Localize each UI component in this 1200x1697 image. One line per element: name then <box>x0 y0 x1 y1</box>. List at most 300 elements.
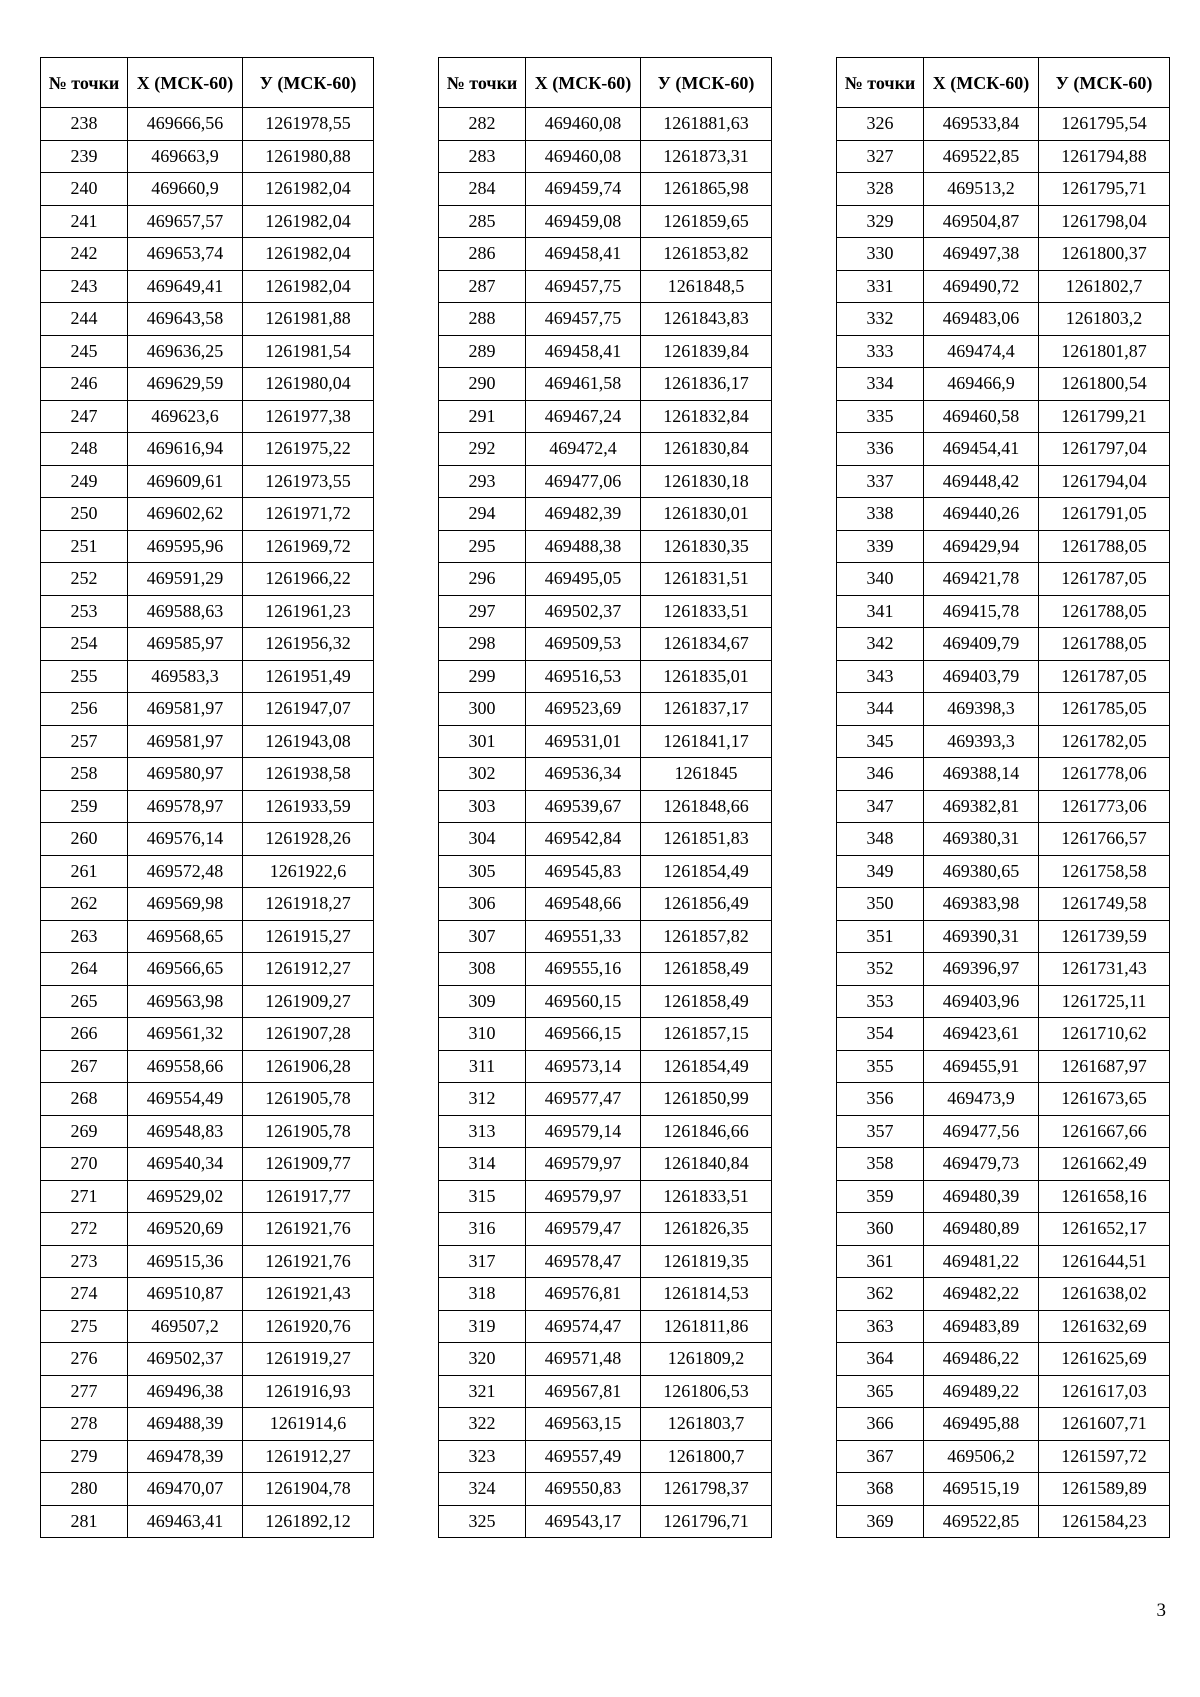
x-coordinate-cell: 469581,97 <box>128 693 243 726</box>
x-coordinate-cell: 469421,78 <box>924 563 1039 596</box>
x-coordinate-cell: 469403,79 <box>924 660 1039 693</box>
table-row <box>439 303 772 336</box>
table-row <box>837 888 1170 921</box>
table-row <box>41 1505 374 1538</box>
table-row <box>837 205 1170 238</box>
y-coordinate-cell: 1261830,35 <box>641 530 772 563</box>
x-coordinate-cell: 469539,67 <box>526 790 641 823</box>
y-coordinate-cell: 1261848,66 <box>641 790 772 823</box>
table-row <box>439 173 772 206</box>
point-number-cell: 276 <box>41 1343 128 1376</box>
point-number-cell: 358 <box>837 1148 924 1181</box>
y-coordinate-cell: 1261802,7 <box>1039 270 1170 303</box>
x-coordinate-cell: 469502,37 <box>128 1343 243 1376</box>
point-number-cell: 256 <box>41 693 128 726</box>
y-coordinate-cell: 1261982,04 <box>243 270 374 303</box>
point-number-cell: 285 <box>439 205 526 238</box>
x-coordinate-cell: 469579,97 <box>526 1180 641 1213</box>
table-row <box>41 1180 374 1213</box>
table-row <box>41 335 374 368</box>
x-coordinate-cell: 469488,39 <box>128 1408 243 1441</box>
x-coordinate-cell: 469486,22 <box>924 1343 1039 1376</box>
y-coordinate-cell: 1261850,99 <box>641 1083 772 1116</box>
y-coordinate-cell: 1261837,17 <box>641 693 772 726</box>
point-number-cell: 311 <box>439 1050 526 1083</box>
point-number-cell: 350 <box>837 888 924 921</box>
x-coordinate-cell: 469579,47 <box>526 1213 641 1246</box>
x-coordinate-cell: 469520,69 <box>128 1213 243 1246</box>
point-number-cell: 367 <box>837 1440 924 1473</box>
point-number-cell: 238 <box>41 108 128 141</box>
x-coordinate-cell: 469458,41 <box>526 335 641 368</box>
table-row <box>439 823 772 856</box>
table-row <box>41 725 374 758</box>
x-coordinate-cell: 469566,15 <box>526 1018 641 1051</box>
point-number-cell: 295 <box>439 530 526 563</box>
point-number-cell: 257 <box>41 725 128 758</box>
y-coordinate-cell: 1261773,06 <box>1039 790 1170 823</box>
y-coordinate-cell: 1261857,15 <box>641 1018 772 1051</box>
x-coordinate-cell: 469457,75 <box>526 303 641 336</box>
point-number-cell: 357 <box>837 1115 924 1148</box>
point-number-cell: 328 <box>837 173 924 206</box>
y-coordinate-cell: 1261794,04 <box>1039 465 1170 498</box>
table-row <box>837 693 1170 726</box>
y-coordinate-cell: 1261982,04 <box>243 205 374 238</box>
table-row <box>439 1505 772 1538</box>
x-coordinate-cell: 469602,62 <box>128 498 243 531</box>
x-coordinate-cell: 469550,83 <box>526 1473 641 1506</box>
table-row <box>439 1310 772 1343</box>
table-row <box>41 985 374 1018</box>
table-row <box>837 1343 1170 1376</box>
table-row <box>41 433 374 466</box>
y-coordinate-cell: 1261819,35 <box>641 1245 772 1278</box>
header-point-number: № точки <box>837 58 924 108</box>
table-row <box>439 1375 772 1408</box>
table-row <box>41 1083 374 1116</box>
table-row <box>41 1213 374 1246</box>
x-coordinate-cell: 469579,97 <box>526 1148 641 1181</box>
table-row <box>439 140 772 173</box>
x-coordinate-cell: 469477,56 <box>924 1115 1039 1148</box>
x-coordinate-cell: 469383,98 <box>924 888 1039 921</box>
table-row <box>439 693 772 726</box>
y-coordinate-cell: 1261916,93 <box>243 1375 374 1408</box>
table-row <box>439 758 772 791</box>
point-number-cell: 348 <box>837 823 924 856</box>
point-number-cell: 264 <box>41 953 128 986</box>
y-coordinate-cell: 1261920,76 <box>243 1310 374 1343</box>
table-row <box>837 1148 1170 1181</box>
table-row <box>837 238 1170 271</box>
point-number-cell: 246 <box>41 368 128 401</box>
y-coordinate-cell: 1261749,58 <box>1039 888 1170 921</box>
x-coordinate-cell: 469657,57 <box>128 205 243 238</box>
table-row <box>837 1505 1170 1538</box>
point-number-cell: 260 <box>41 823 128 856</box>
y-coordinate-cell: 1261778,06 <box>1039 758 1170 791</box>
x-coordinate-cell: 469578,97 <box>128 790 243 823</box>
table-row <box>41 173 374 206</box>
table-row <box>439 1018 772 1051</box>
point-number-cell: 319 <box>439 1310 526 1343</box>
table-header-row <box>41 58 374 108</box>
table-row <box>439 465 772 498</box>
y-coordinate-cell: 1261961,23 <box>243 595 374 628</box>
x-coordinate-cell: 469666,56 <box>128 108 243 141</box>
y-coordinate-cell: 1261980,04 <box>243 368 374 401</box>
x-coordinate-cell: 469474,4 <box>924 335 1039 368</box>
table-row <box>41 108 374 141</box>
table-row <box>837 270 1170 303</box>
x-coordinate-cell: 469495,88 <box>924 1408 1039 1441</box>
y-coordinate-cell: 1261798,37 <box>641 1473 772 1506</box>
x-coordinate-cell: 469563,98 <box>128 985 243 1018</box>
y-coordinate-cell: 1261673,65 <box>1039 1083 1170 1116</box>
table-row <box>837 530 1170 563</box>
y-coordinate-cell: 1261981,88 <box>243 303 374 336</box>
x-coordinate-cell: 469653,74 <box>128 238 243 271</box>
point-number-cell: 251 <box>41 530 128 563</box>
y-coordinate-cell: 1261956,32 <box>243 628 374 661</box>
x-coordinate-cell: 469545,83 <box>526 855 641 888</box>
x-coordinate-cell: 469522,85 <box>924 140 1039 173</box>
table-row <box>41 790 374 823</box>
table-row <box>837 400 1170 433</box>
x-coordinate-cell: 469497,38 <box>924 238 1039 271</box>
point-number-cell: 284 <box>439 173 526 206</box>
x-coordinate-cell: 469551,33 <box>526 920 641 953</box>
table-row <box>41 1343 374 1376</box>
y-coordinate-cell: 1261787,05 <box>1039 563 1170 596</box>
y-coordinate-cell: 1261662,49 <box>1039 1148 1170 1181</box>
table-row <box>41 400 374 433</box>
point-number-cell: 330 <box>837 238 924 271</box>
x-coordinate-cell: 469460,58 <box>924 400 1039 433</box>
point-number-cell: 353 <box>837 985 924 1018</box>
x-coordinate-cell: 469660,9 <box>128 173 243 206</box>
point-number-cell: 261 <box>41 855 128 888</box>
x-coordinate-cell: 469403,96 <box>924 985 1039 1018</box>
table-row <box>837 1310 1170 1343</box>
point-number-cell: 316 <box>439 1213 526 1246</box>
y-coordinate-cell: 1261906,28 <box>243 1050 374 1083</box>
table-row <box>439 270 772 303</box>
x-coordinate-cell: 469571,48 <box>526 1343 641 1376</box>
point-number-cell: 356 <box>837 1083 924 1116</box>
header-y-coordinate: У (МСК-60) <box>641 58 772 108</box>
point-number-cell: 309 <box>439 985 526 1018</box>
x-coordinate-cell: 469472,4 <box>526 433 641 466</box>
point-number-cell: 240 <box>41 173 128 206</box>
header-x-coordinate: X (МСК-60) <box>924 58 1039 108</box>
table-row <box>41 1278 374 1311</box>
table-row <box>439 1180 772 1213</box>
point-number-cell: 315 <box>439 1180 526 1213</box>
point-number-cell: 286 <box>439 238 526 271</box>
y-coordinate-cell: 1261921,76 <box>243 1213 374 1246</box>
table-row <box>837 1473 1170 1506</box>
point-number-cell: 337 <box>837 465 924 498</box>
point-number-cell: 288 <box>439 303 526 336</box>
x-coordinate-cell: 469459,08 <box>526 205 641 238</box>
x-coordinate-cell: 469568,65 <box>128 920 243 953</box>
point-number-cell: 366 <box>837 1408 924 1441</box>
y-coordinate-cell: 1261833,51 <box>641 595 772 628</box>
y-coordinate-cell: 1261800,37 <box>1039 238 1170 271</box>
point-number-cell: 324 <box>439 1473 526 1506</box>
point-number-cell: 301 <box>439 725 526 758</box>
table-row <box>837 108 1170 141</box>
x-coordinate-cell: 469482,22 <box>924 1278 1039 1311</box>
x-coordinate-cell: 469506,2 <box>924 1440 1039 1473</box>
table-row <box>837 173 1170 206</box>
y-coordinate-cell: 1261607,71 <box>1039 1408 1170 1441</box>
y-coordinate-cell: 1261803,2 <box>1039 303 1170 336</box>
x-coordinate-cell: 469429,94 <box>924 530 1039 563</box>
table-row <box>41 530 374 563</box>
point-number-cell: 344 <box>837 693 924 726</box>
point-number-cell: 302 <box>439 758 526 791</box>
point-number-cell: 365 <box>837 1375 924 1408</box>
x-coordinate-cell: 469488,38 <box>526 530 641 563</box>
point-number-cell: 239 <box>41 140 128 173</box>
point-number-cell: 323 <box>439 1440 526 1473</box>
y-coordinate-cell: 1261892,12 <box>243 1505 374 1538</box>
x-coordinate-cell: 469531,01 <box>526 725 641 758</box>
point-number-cell: 340 <box>837 563 924 596</box>
table-row <box>837 1180 1170 1213</box>
coordinate-table-3 <box>836 57 1170 1538</box>
point-number-cell: 360 <box>837 1213 924 1246</box>
x-coordinate-cell: 469415,78 <box>924 595 1039 628</box>
table-row <box>439 563 772 596</box>
x-coordinate-cell: 469576,81 <box>526 1278 641 1311</box>
table-row <box>439 1408 772 1441</box>
point-number-cell: 252 <box>41 563 128 596</box>
y-coordinate-cell: 1261921,43 <box>243 1278 374 1311</box>
x-coordinate-cell: 469636,25 <box>128 335 243 368</box>
point-number-cell: 270 <box>41 1148 128 1181</box>
x-coordinate-cell: 469574,47 <box>526 1310 641 1343</box>
x-coordinate-cell: 469595,96 <box>128 530 243 563</box>
y-coordinate-cell: 1261795,71 <box>1039 173 1170 206</box>
x-coordinate-cell: 469569,98 <box>128 888 243 921</box>
point-number-cell: 304 <box>439 823 526 856</box>
x-coordinate-cell: 469470,07 <box>128 1473 243 1506</box>
table-row <box>41 238 374 271</box>
header-x-coordinate: X (МСК-60) <box>128 58 243 108</box>
x-coordinate-cell: 469583,3 <box>128 660 243 693</box>
y-coordinate-cell: 1261731,43 <box>1039 953 1170 986</box>
x-coordinate-cell: 469643,58 <box>128 303 243 336</box>
y-coordinate-cell: 1261801,87 <box>1039 335 1170 368</box>
x-coordinate-cell: 469566,65 <box>128 953 243 986</box>
y-coordinate-cell: 1261830,18 <box>641 465 772 498</box>
table-row <box>41 368 374 401</box>
y-coordinate-cell: 1261881,63 <box>641 108 772 141</box>
point-number-cell: 272 <box>41 1213 128 1246</box>
point-number-cell: 297 <box>439 595 526 628</box>
table-row <box>41 140 374 173</box>
page-number: 3 <box>1156 1600 1166 1621</box>
table-row <box>837 725 1170 758</box>
y-coordinate-cell: 1261859,65 <box>641 205 772 238</box>
table-row <box>41 1440 374 1473</box>
x-coordinate-cell: 469477,06 <box>526 465 641 498</box>
table-row <box>439 725 772 758</box>
y-coordinate-cell: 1261857,82 <box>641 920 772 953</box>
y-coordinate-cell: 1261966,22 <box>243 563 374 596</box>
table-row <box>41 1018 374 1051</box>
x-coordinate-cell: 469448,42 <box>924 465 1039 498</box>
x-coordinate-cell: 469480,39 <box>924 1180 1039 1213</box>
x-coordinate-cell: 469580,97 <box>128 758 243 791</box>
table-row <box>41 1408 374 1441</box>
y-coordinate-cell: 1261918,27 <box>243 888 374 921</box>
point-number-cell: 255 <box>41 660 128 693</box>
x-coordinate-cell: 469560,15 <box>526 985 641 1018</box>
table-row <box>837 985 1170 1018</box>
y-coordinate-cell: 1261919,27 <box>243 1343 374 1376</box>
header-y-coordinate: У (МСК-60) <box>1039 58 1170 108</box>
coordinate-tables <box>40 57 1170 1538</box>
point-number-cell: 259 <box>41 790 128 823</box>
y-coordinate-cell: 1261652,17 <box>1039 1213 1170 1246</box>
table-row <box>439 953 772 986</box>
table-row <box>837 595 1170 628</box>
table-row <box>439 660 772 693</box>
point-number-cell: 329 <box>837 205 924 238</box>
x-coordinate-cell: 469516,53 <box>526 660 641 693</box>
x-coordinate-cell: 469555,16 <box>526 953 641 986</box>
y-coordinate-cell: 1261865,98 <box>641 173 772 206</box>
y-coordinate-cell: 1261909,77 <box>243 1148 374 1181</box>
x-coordinate-cell: 469482,39 <box>526 498 641 531</box>
point-number-cell: 274 <box>41 1278 128 1311</box>
x-coordinate-cell: 469458,41 <box>526 238 641 271</box>
point-number-cell: 248 <box>41 433 128 466</box>
point-number-cell: 275 <box>41 1310 128 1343</box>
point-number-cell: 317 <box>439 1245 526 1278</box>
point-number-cell: 292 <box>439 433 526 466</box>
x-coordinate-cell: 469529,02 <box>128 1180 243 1213</box>
y-coordinate-cell: 1261858,49 <box>641 953 772 986</box>
y-coordinate-cell: 1261814,53 <box>641 1278 772 1311</box>
point-number-cell: 318 <box>439 1278 526 1311</box>
x-coordinate-cell: 469509,53 <box>526 628 641 661</box>
point-number-cell: 296 <box>439 563 526 596</box>
point-number-cell: 265 <box>41 985 128 1018</box>
point-number-cell: 368 <box>837 1473 924 1506</box>
point-number-cell: 346 <box>837 758 924 791</box>
x-coordinate-cell: 469396,97 <box>924 953 1039 986</box>
table-row <box>41 855 374 888</box>
y-coordinate-cell: 1261981,54 <box>243 335 374 368</box>
y-coordinate-cell: 1261836,17 <box>641 368 772 401</box>
x-coordinate-cell: 469649,41 <box>128 270 243 303</box>
table-row <box>41 1050 374 1083</box>
x-coordinate-cell: 469481,22 <box>924 1245 1039 1278</box>
y-coordinate-cell: 1261980,88 <box>243 140 374 173</box>
table-header-row <box>439 58 772 108</box>
x-coordinate-cell: 469440,26 <box>924 498 1039 531</box>
y-coordinate-cell: 1261811,86 <box>641 1310 772 1343</box>
y-coordinate-cell: 1261848,5 <box>641 270 772 303</box>
y-coordinate-cell: 1261858,49 <box>641 985 772 1018</box>
table-row <box>837 628 1170 661</box>
y-coordinate-cell: 1261617,03 <box>1039 1375 1170 1408</box>
y-coordinate-cell: 1261905,78 <box>243 1115 374 1148</box>
y-coordinate-cell: 1261917,77 <box>243 1180 374 1213</box>
point-number-cell: 355 <box>837 1050 924 1083</box>
y-coordinate-cell: 1261644,51 <box>1039 1245 1170 1278</box>
y-coordinate-cell: 1261854,49 <box>641 855 772 888</box>
table-row <box>41 1115 374 1148</box>
x-coordinate-cell: 469463,41 <box>128 1505 243 1538</box>
point-number-cell: 342 <box>837 628 924 661</box>
point-number-cell: 314 <box>439 1148 526 1181</box>
x-coordinate-cell: 469563,15 <box>526 1408 641 1441</box>
y-coordinate-cell: 1261938,58 <box>243 758 374 791</box>
point-number-cell: 298 <box>439 628 526 661</box>
x-coordinate-cell: 469382,81 <box>924 790 1039 823</box>
y-coordinate-cell: 1261834,67 <box>641 628 772 661</box>
point-number-cell: 332 <box>837 303 924 336</box>
y-coordinate-cell: 1261830,01 <box>641 498 772 531</box>
y-coordinate-cell: 1261947,07 <box>243 693 374 726</box>
y-coordinate-cell: 1261951,49 <box>243 660 374 693</box>
y-coordinate-cell: 1261873,31 <box>641 140 772 173</box>
point-number-cell: 320 <box>439 1343 526 1376</box>
y-coordinate-cell: 1261835,01 <box>641 660 772 693</box>
x-coordinate-cell: 469573,14 <box>526 1050 641 1083</box>
y-coordinate-cell: 1261794,88 <box>1039 140 1170 173</box>
x-coordinate-cell: 469577,47 <box>526 1083 641 1116</box>
table-row <box>439 1473 772 1506</box>
header-y-coordinate: У (МСК-60) <box>243 58 374 108</box>
y-coordinate-cell: 1261658,16 <box>1039 1180 1170 1213</box>
point-number-cell: 364 <box>837 1343 924 1376</box>
table-row <box>439 920 772 953</box>
table-row <box>837 140 1170 173</box>
y-coordinate-cell: 1261975,22 <box>243 433 374 466</box>
y-coordinate-cell: 1261912,27 <box>243 1440 374 1473</box>
table-row <box>439 335 772 368</box>
table-row <box>41 595 374 628</box>
y-coordinate-cell: 1261766,57 <box>1039 823 1170 856</box>
table-row <box>439 238 772 271</box>
y-coordinate-cell: 1261584,23 <box>1039 1505 1170 1538</box>
point-number-cell: 312 <box>439 1083 526 1116</box>
y-coordinate-cell: 1261800,54 <box>1039 368 1170 401</box>
x-coordinate-cell: 469490,72 <box>924 270 1039 303</box>
x-coordinate-cell: 469554,49 <box>128 1083 243 1116</box>
y-coordinate-cell: 1261795,54 <box>1039 108 1170 141</box>
y-coordinate-cell: 1261921,76 <box>243 1245 374 1278</box>
point-number-cell: 291 <box>439 400 526 433</box>
y-coordinate-cell: 1261787,05 <box>1039 660 1170 693</box>
point-number-cell: 361 <box>837 1245 924 1278</box>
y-coordinate-cell: 1261625,69 <box>1039 1343 1170 1376</box>
table-row <box>837 855 1170 888</box>
table-row <box>41 270 374 303</box>
y-coordinate-cell: 1261905,78 <box>243 1083 374 1116</box>
y-coordinate-cell: 1261856,49 <box>641 888 772 921</box>
x-coordinate-cell: 469507,2 <box>128 1310 243 1343</box>
x-coordinate-cell: 469393,3 <box>924 725 1039 758</box>
